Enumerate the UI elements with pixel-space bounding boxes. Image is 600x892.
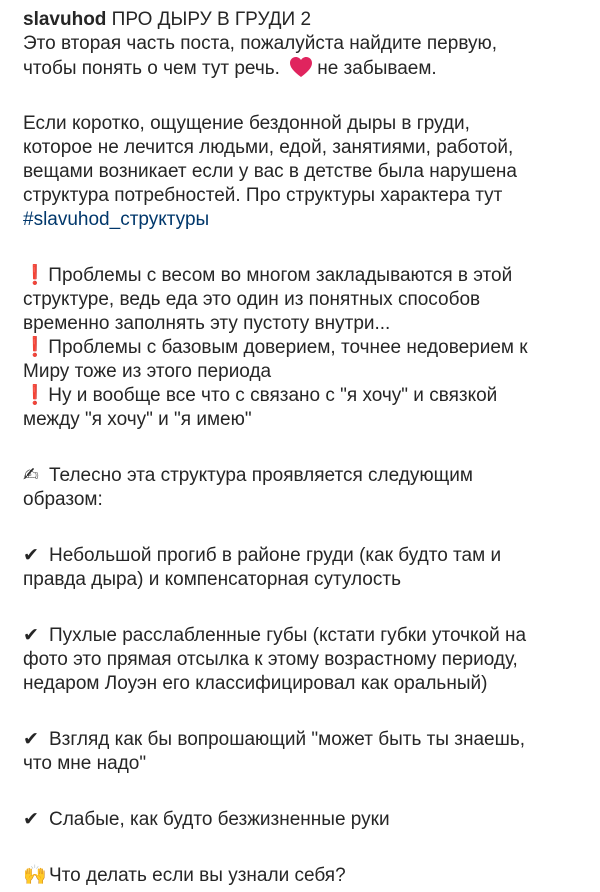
intro-reminder: не забываем. [317, 58, 437, 79]
exclamation-icon: ❗ [23, 385, 47, 406]
check-mark-icon: ✔ [23, 729, 39, 750]
problem-text: Проблемы с базовым доверием, точнее недоверием к [48, 337, 528, 358]
sign-1-line-1 [23, 544, 597, 568]
problem-1-line-1 [23, 264, 597, 288]
raised-hands-icon: 🙌 [23, 865, 47, 886]
sign-4-line-1 [23, 808, 597, 832]
intro-text: чтобы понять о чем тут речь. [23, 58, 280, 79]
problem-3-line-1 [23, 384, 597, 408]
problem-text: Ну и вообще все что с связано с "я хочу" и связкой [48, 385, 498, 406]
sign-text: Пухлые расслабленные губы (кстати губки уточкой на [49, 625, 527, 646]
problem-1-line-2: структуре, ведь еда это один из понятных способов [23, 289, 481, 310]
hashtag-text[interactable]: #slavuhod_структуры [23, 209, 210, 230]
sign-text: Слабые, как будто безжизненные руки [49, 809, 390, 830]
post-title: ПРО ДЫРУ В ГРУДИ 2 [106, 9, 312, 30]
body-section-line-2: образом: [23, 489, 103, 510]
caption-header [23, 8, 597, 32]
sign-2-line-1 [23, 624, 597, 648]
body-section-line-1 [23, 464, 597, 488]
problem-2-line-1 [23, 336, 597, 360]
exclamation-icon: ❗ [23, 337, 47, 358]
check-mark-icon: ✔ [23, 625, 39, 646]
question-line [23, 864, 597, 888]
body-section-text: Телесно эта структура проявляется следующим [49, 465, 473, 486]
paragraph1-line-1: Если коротко, ощущение бездонной дыры в груди, [23, 113, 470, 134]
paragraph1-line-2: которое не лечится людьми, едой, занятиями, работой, [23, 137, 514, 158]
sign-2-line-3: недаром Лоуэн его классифицировал как оральный) [23, 673, 488, 694]
sign-text: Взгляд как бы вопрошающий "может быть ты знаешь, [49, 729, 526, 750]
username-link[interactable]: slavuhod [23, 9, 107, 30]
post-caption [23, 8, 597, 888]
heart-icon [289, 56, 313, 78]
problem-text: Проблемы с весом во многом закладываются в этой [48, 265, 513, 286]
paragraph1-line-4: структура потребностей. Про структуры характера тут [23, 185, 503, 206]
problem-1-line-3: временно заполнять эту пустоту внутри... [23, 313, 391, 334]
problem-3-line-2: между "я хочу" и "я имею" [23, 409, 252, 430]
hashtag-link[interactable] [23, 208, 597, 232]
exclamation-icon: ❗ [23, 265, 47, 286]
check-mark-icon: ✔ [23, 809, 39, 830]
check-mark-icon: ✔ [23, 545, 39, 566]
intro-line-2 [23, 56, 597, 80]
question-text: Что делать если вы узнали себя? [49, 865, 346, 886]
sign-1-line-2: правда дыра) и компенсаторная сутулость [23, 569, 401, 590]
sign-3-line-1 [23, 728, 597, 752]
sign-3-line-2: что мне надо" [23, 753, 147, 774]
problem-2-line-2: Миру тоже из этого периода [23, 361, 272, 382]
writing-hand-icon: ✍ [23, 465, 39, 486]
sign-2-line-2: фото это прямая отсылка к этому возрастному периоду, [23, 649, 518, 670]
paragraph1-line-3: вещами возникает если у вас в детстве была нарушена [23, 161, 517, 182]
sign-text: Небольшой прогиб в районе груди (как будто там и [49, 545, 502, 566]
intro-line-1: Это вторая часть поста, пожалуйста найдите первую, [23, 33, 498, 54]
